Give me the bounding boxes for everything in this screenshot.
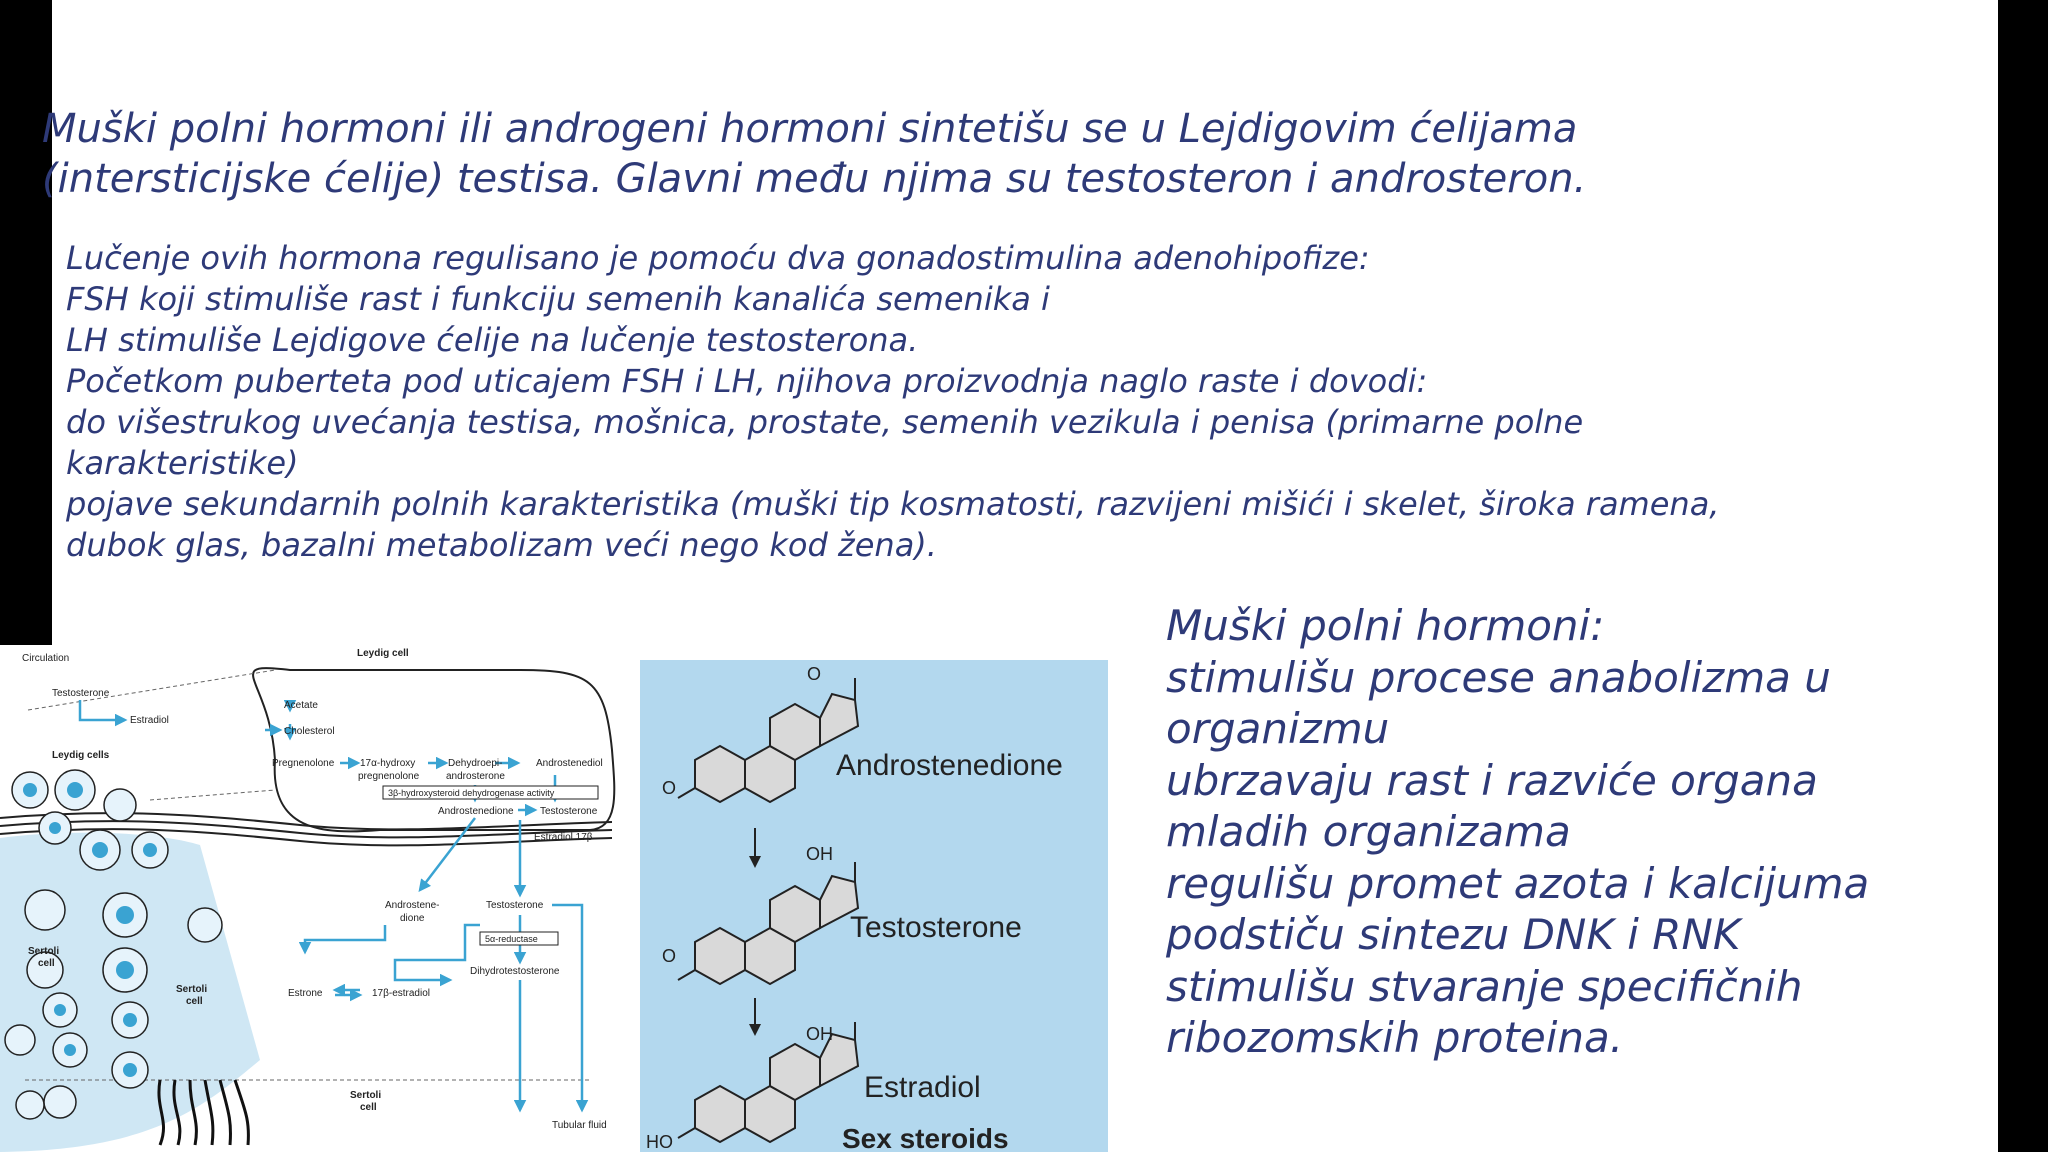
regulation-line: Početkom puberteta pod uticajem FSH i LH, njihova proizvodnja naglo raste i dovodi:	[66, 362, 1428, 400]
intro-line-2: (intersticijske ćelije) testisa. Glavni među njima su testosteron i androsteron.	[42, 156, 1587, 202]
label-androstene-1: Androstene-	[385, 900, 440, 911]
label-testosterone-out: Testosterone	[486, 900, 544, 911]
label-o-top: O	[807, 664, 822, 684]
label-sertoli-3a: Sertoli	[350, 1090, 382, 1101]
effects-line: organizmu	[1166, 704, 1390, 753]
label-estradiol: Estradiol	[864, 1071, 981, 1104]
label-sertoli-1a: Sertoli	[28, 946, 60, 957]
label-testosterone: Testosterone	[850, 911, 1022, 944]
effects-line: stimulišu procese anabolizma u	[1166, 652, 1831, 702]
effects-line: regulišu promet azota i kalcijuma	[1166, 858, 1870, 908]
label-estradiol-out: 17β-estradiol	[372, 988, 431, 999]
label-sertoli-2a: Sertoli	[176, 984, 208, 995]
label-androstenedione: Androstenedione	[836, 749, 1063, 782]
label-enzyme-3b: 3β-hydroxysteroid dehydrogenase activity	[388, 788, 555, 798]
label-sex-steroids: Sex steroids	[842, 1123, 1009, 1152]
sex-steroids-panel	[640, 660, 1108, 1152]
label-estrone: Estrone	[288, 988, 323, 999]
intro-line-1: Muški polni hormoni ili androgeni hormoni sintetišu se u Lejdigovim ćelijama	[42, 106, 1578, 152]
left-black-bar	[0, 0, 52, 645]
label-o-left-1: O	[662, 778, 677, 798]
intro-paragraph	[42, 104, 1742, 204]
regulation-line: LH stimuliše Lejdigove ćelije na lučenje testosterona.	[66, 321, 919, 359]
label-o-left-2: O	[662, 946, 677, 966]
effects-line: mladih organizama	[1166, 807, 1571, 856]
label-5a-reductase: 5α-reductase	[485, 934, 538, 944]
effects-line: ribozomskih proteina.	[1166, 1013, 1624, 1062]
label-oh-2: OH	[806, 1024, 833, 1044]
label-leydig-cells: Leydig cells	[52, 750, 110, 761]
effects-line: ubrzavaju rast i razviće organa	[1166, 755, 1818, 805]
label-dhea-2: androsterone	[446, 771, 505, 782]
label-estradiol-circ: Estradiol	[130, 715, 169, 726]
label-hydroxy-preg-1: 17α-hydroxy	[360, 758, 416, 769]
label-ho: HO	[646, 1132, 673, 1152]
hormone-effects-list	[1166, 600, 1986, 1064]
regulation-list	[66, 238, 1786, 566]
effects-line: podstiču sintezu DNK i RNK	[1166, 910, 1741, 959]
label-sertoli-3b: cell	[360, 1102, 377, 1113]
label-sertoli-1b: cell	[38, 958, 55, 969]
label-sertoli-2b: cell	[186, 996, 203, 1007]
label-circulation: Circulation	[22, 653, 70, 664]
label-acetate: Acetate	[284, 700, 318, 711]
label-testosterone-circ: Testosterone	[52, 688, 110, 699]
regulation-line: karakteristike)	[66, 444, 299, 482]
regulation-line: Lučenje ovih hormona regulisano je pomoću dva gonadostimulina adenohipofize:	[66, 239, 1370, 277]
label-dht: Dihydrotestosterone	[470, 966, 560, 977]
regulation-line: pojave sekundarnih polnih karakteristika (muški tip kosmatosti, razvijeni mišići i skelet, široka ramena,	[66, 485, 1720, 523]
label-leydig-cell: Leydig cell	[357, 648, 409, 659]
effects-line: stimulišu stvaranje specifičnih	[1166, 961, 1803, 1011]
label-androstene-2: dione	[400, 913, 425, 924]
label-cholesterol: Cholesterol	[284, 726, 335, 737]
label-androstenediol: Androstenediol	[536, 758, 603, 769]
regulation-line: dubok glas, bazalni metabolizam veći nego kod žena).	[66, 526, 937, 564]
label-tubular-fluid: Tubular fluid	[552, 1120, 607, 1131]
regulation-line: FSH koji stimuliše rast i funkciju semenih kanalića semenika i	[66, 280, 1050, 318]
label-dhea-1: Dehydroepi-	[448, 758, 503, 769]
label-testosterone-in: Testosterone	[540, 806, 598, 817]
label-oh-1: OH	[806, 844, 833, 864]
right-black-bar	[1998, 0, 2048, 1152]
label-pregnenolone: Pregnenolone	[272, 758, 335, 769]
leydig-cell-diagram	[0, 640, 625, 1152]
effects-line: Muški polni hormoni:	[1166, 601, 1605, 650]
label-estradiol-17b: Estradiol 17β	[534, 832, 593, 843]
label-androstenedione: Androstenedione	[438, 806, 514, 817]
regulation-line: do višestrukog uvećanja testisa, mošnica, prostate, semenih vezikula i penisa (primarne polne	[66, 403, 1584, 441]
label-hydroxy-preg-2: pregnenolone	[358, 771, 420, 782]
